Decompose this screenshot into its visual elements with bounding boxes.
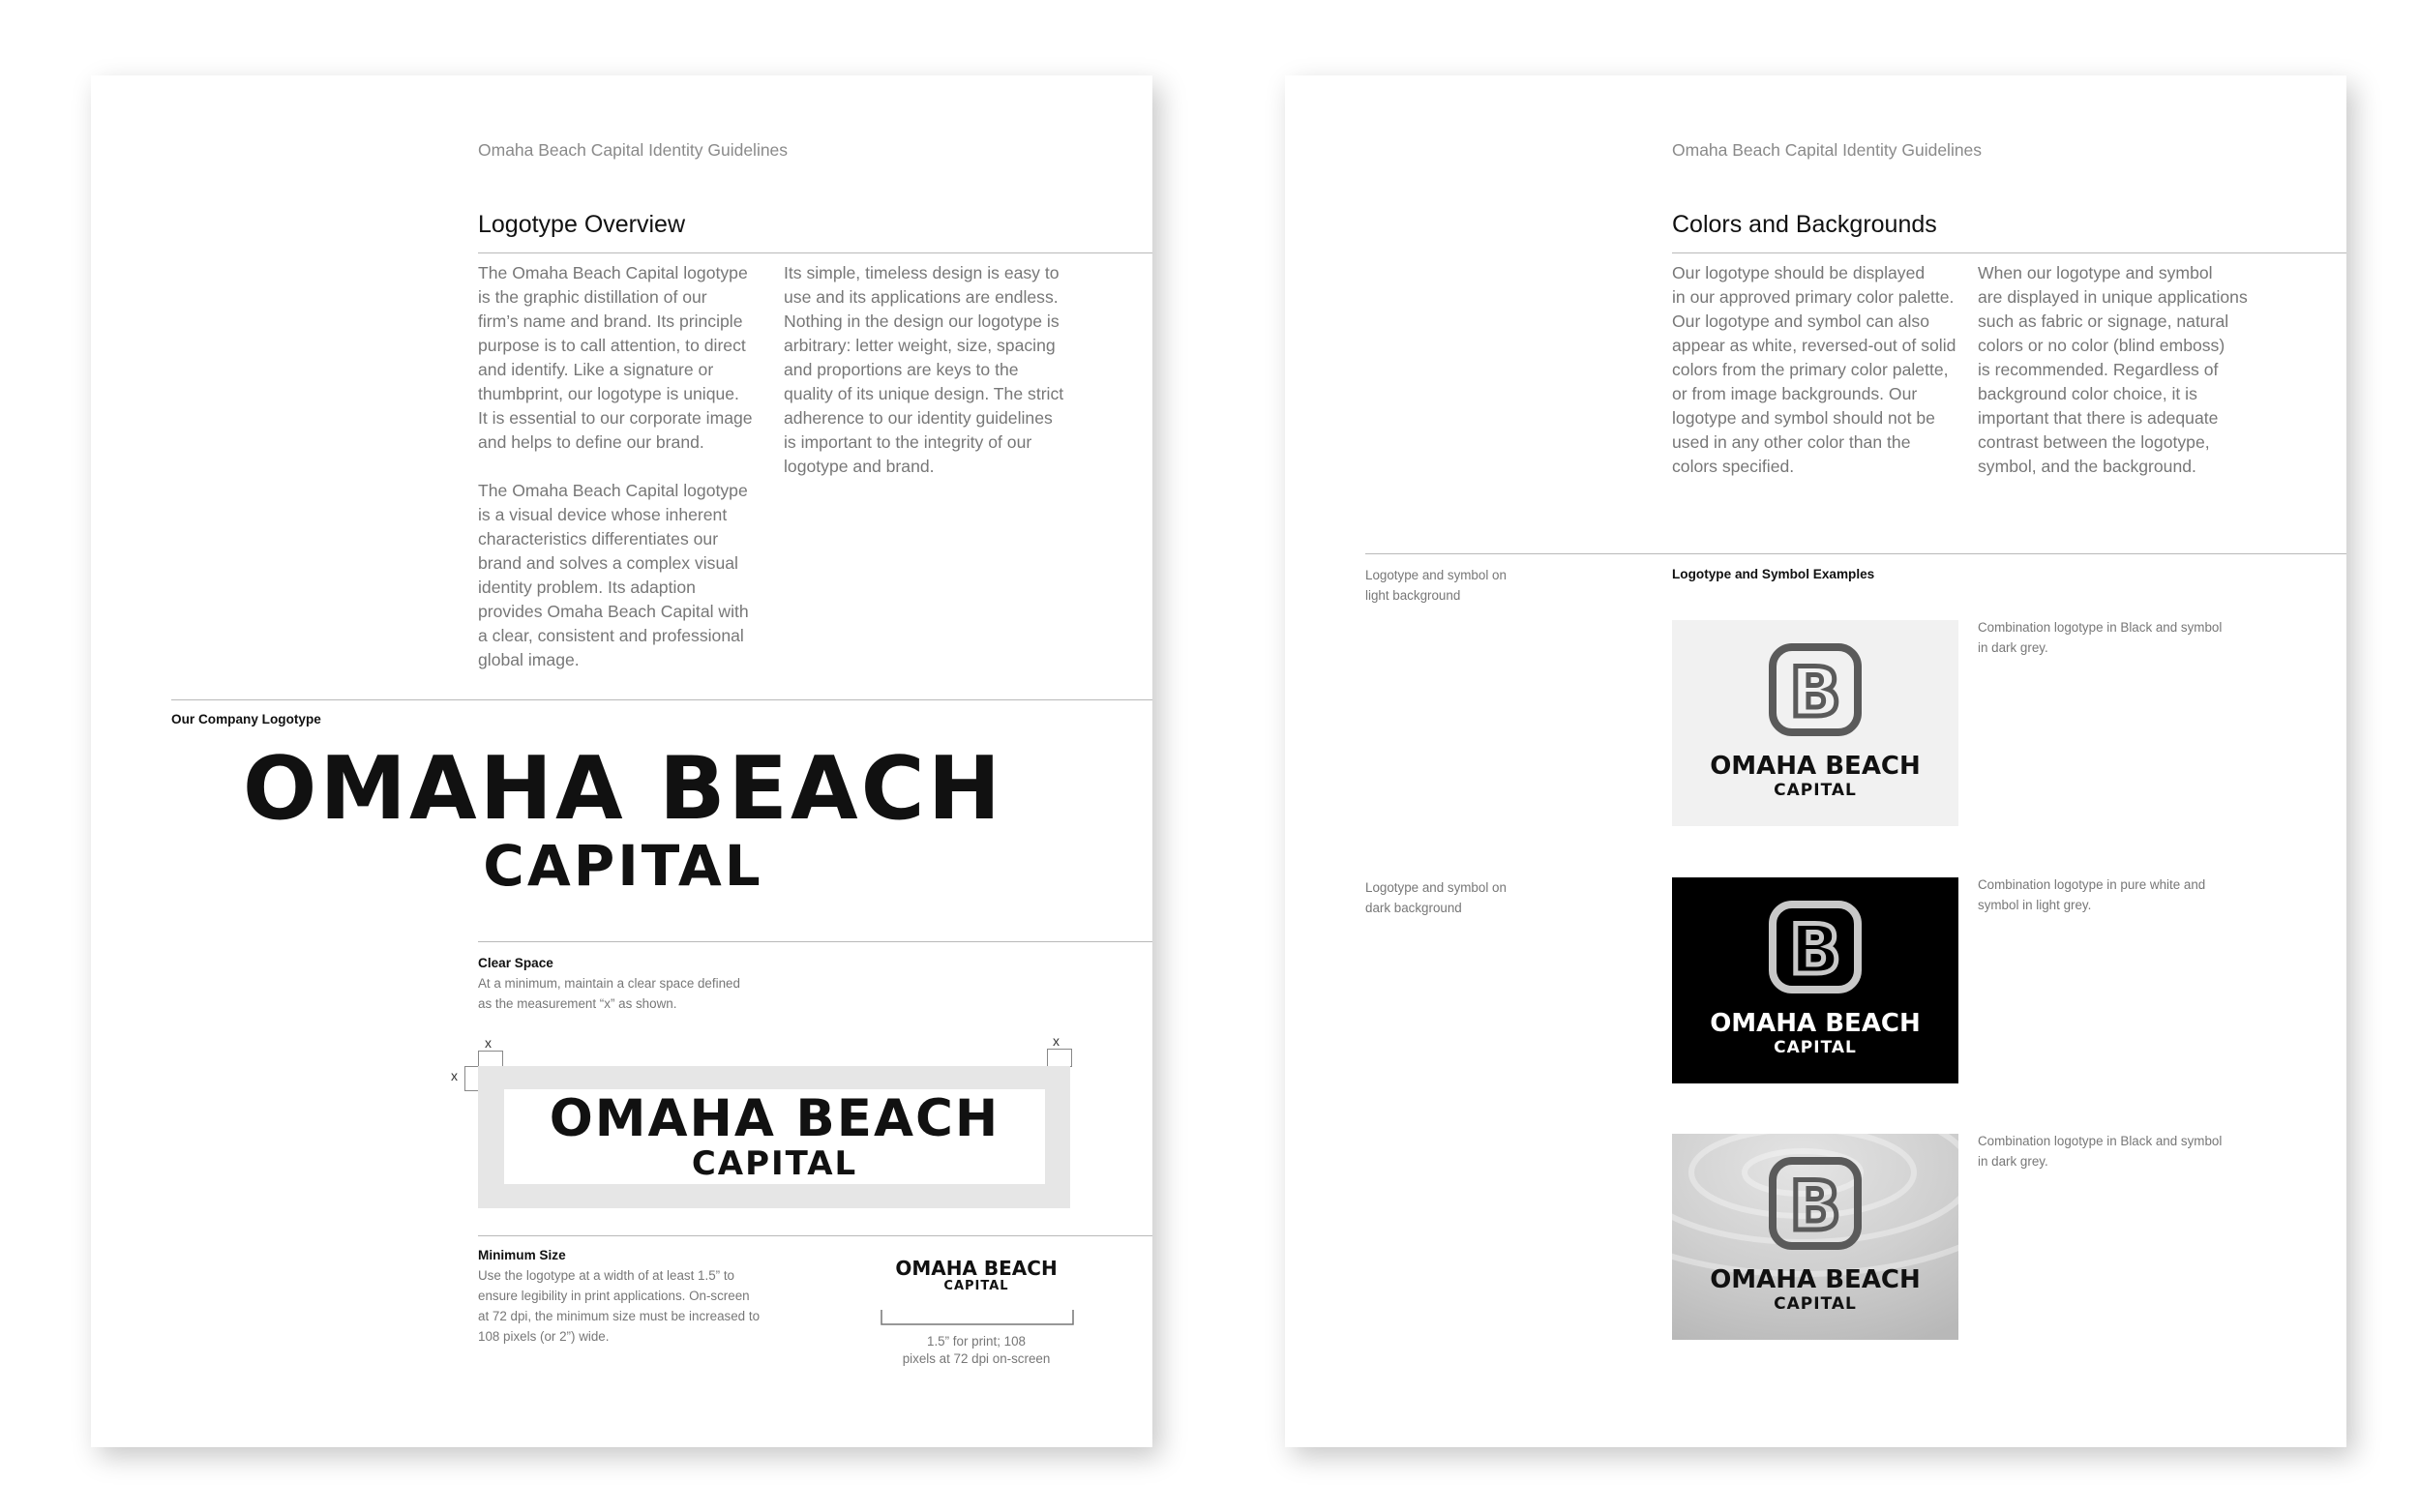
colors-column-2: When our logotype and symbol are displayed in unique applications such as fabric or signage, natural colors or no color (blind emboss) is recommended. Regardless of background color choice, it is important that there is adequate contrast between the logotype, symbol, and the background. <box>1978 263 2248 476</box>
section-rule <box>171 699 1152 700</box>
clear-space-rule <box>478 941 1152 942</box>
company-logotype-label: Our Company Logotype <box>171 712 321 726</box>
logotype-line-1: OMAHA BEACH <box>549 1089 1000 1148</box>
clear-space-logo-box <box>504 1089 1045 1184</box>
examples-rule <box>1365 553 2346 554</box>
right-page <box>1285 75 2346 1447</box>
symbol-letter: B <box>1789 1167 1841 1246</box>
example-logotype <box>1672 753 1958 801</box>
logotype-line-2: CAPITAL <box>1774 781 1857 800</box>
clear-space-band <box>478 1066 1070 1208</box>
clear-space-x-label: x <box>485 1035 492 1051</box>
logotype-line-1: OMAHA BEACH <box>1710 1009 1921 1038</box>
overview-column-1: The Omaha Beach Capital logotype is the graphic distillation of our firm’s name and brand. Its principle purpose is to call attention, to direct and identify. Like a signature or thumbprint, our logotype is unique. It is essential to our corporate image and helps to define our brand. The Omaha Beach Capital logotype is a visual device whose inherent characteristics differentiates our brand and solves a complex visual identity problem. Its adaption provides Omaha Beach Capital with a clear, consistent and professional global image. <box>478 263 753 669</box>
logotype-line-2: CAPITAL <box>483 833 763 899</box>
logotype-line-1: OMAHA BEACH <box>895 1257 1058 1280</box>
clear-space-x-label: x <box>1053 1033 1060 1049</box>
clear-space-marker <box>1047 1049 1072 1067</box>
page-header: Omaha Beach Capital Identity Guidelines <box>1672 140 1983 160</box>
clear-space-x-label: x <box>451 1068 458 1083</box>
clear-space-title: Clear Space <box>478 956 553 970</box>
minimum-size-bracket <box>881 1310 1074 1327</box>
logotype-line-2: CAPITAL <box>1774 1294 1857 1314</box>
page-title: Logotype Overview <box>478 211 686 238</box>
logotype-line-2: CAPITAL <box>691 1144 858 1183</box>
example-swatch-light <box>1672 620 1958 826</box>
b-symbol-icon <box>1768 642 1863 737</box>
examples-label: Logotype and Symbol Examples <box>1672 567 1875 581</box>
logotype-line-1: OMAHA BEACH <box>1710 752 1921 781</box>
example-side-label: Logotype and symbol on dark background <box>1365 880 1507 915</box>
b-symbol-icon <box>1768 1156 1863 1251</box>
logotype-line-2: CAPITAL <box>1774 1038 1857 1057</box>
colors-column-1: Our logotype should be displayed in our approved primary color palette. Our logotype and symbol can also appear as white, reversed-out of solid colors from the primary color palette, or from image backgrounds. Our logotype and symbol should not be used in any other color than the colors specified. <box>1672 263 1956 476</box>
logotype-line-1: OMAHA BEACH <box>1710 1265 1921 1294</box>
clear-space-logotype <box>504 1089 1045 1183</box>
symbol-letter: B <box>1789 653 1841 732</box>
logotype-line-1: OMAHA BEACH <box>242 738 1004 840</box>
minimum-size-title: Minimum Size <box>478 1248 566 1262</box>
example-logotype <box>1672 1010 1958 1058</box>
symbol-letter: B <box>1789 910 1841 990</box>
logotype-line-2: CAPITAL <box>943 1279 1009 1293</box>
clear-space-text: At a minimum, maintain a clear space defined as the measurement “x” as shown. <box>478 976 740 1011</box>
page-title: Colors and Backgrounds <box>1672 211 1937 238</box>
example-side-label: Logotype and symbol on light background <box>1365 568 1507 603</box>
minimum-size-text: Use the logotype at a width of at least 1.5” to ensure legibility in print applications. On-screen at 72 dpi, the minimum size must be increased to 108 pixels (or 2”) wide. <box>478 1268 761 1344</box>
minimum-size-rule <box>478 1235 1152 1236</box>
example-logotype <box>1672 1266 1958 1315</box>
example-swatch-dark <box>1672 877 1958 1083</box>
company-logotype <box>188 738 1059 900</box>
b-symbol-icon <box>1768 900 1863 994</box>
left-page <box>91 75 1152 1447</box>
overview-column-2: Its simple, timeless design is easy to use and its applications are endless. Nothing in the design our logotype is arbitrary: letter weight, size, spacing and proportions are keys to the quality of its unique design. The strict adherence to our identity guidelines is important to the integrity of our logotype and brand. <box>784 263 1064 476</box>
minimum-size-logotype <box>879 1258 1074 1294</box>
example-caption: Combination logotype in pure white and symbol in light grey. <box>1978 877 2206 912</box>
title-rule <box>478 252 1152 253</box>
page-header: Omaha Beach Capital Identity Guidelines <box>478 140 789 160</box>
minimum-size-caption: 1.5” for print; 108 pixels at 72 dpi on-screen <box>902 1334 1051 1366</box>
example-swatch-image <box>1672 1134 1958 1340</box>
example-caption: Combination logotype in Black and symbol in dark grey. <box>1978 620 2223 655</box>
title-rule <box>1672 252 2346 253</box>
example-caption: Combination logotype in Black and symbol in dark grey. <box>1978 1134 2223 1169</box>
